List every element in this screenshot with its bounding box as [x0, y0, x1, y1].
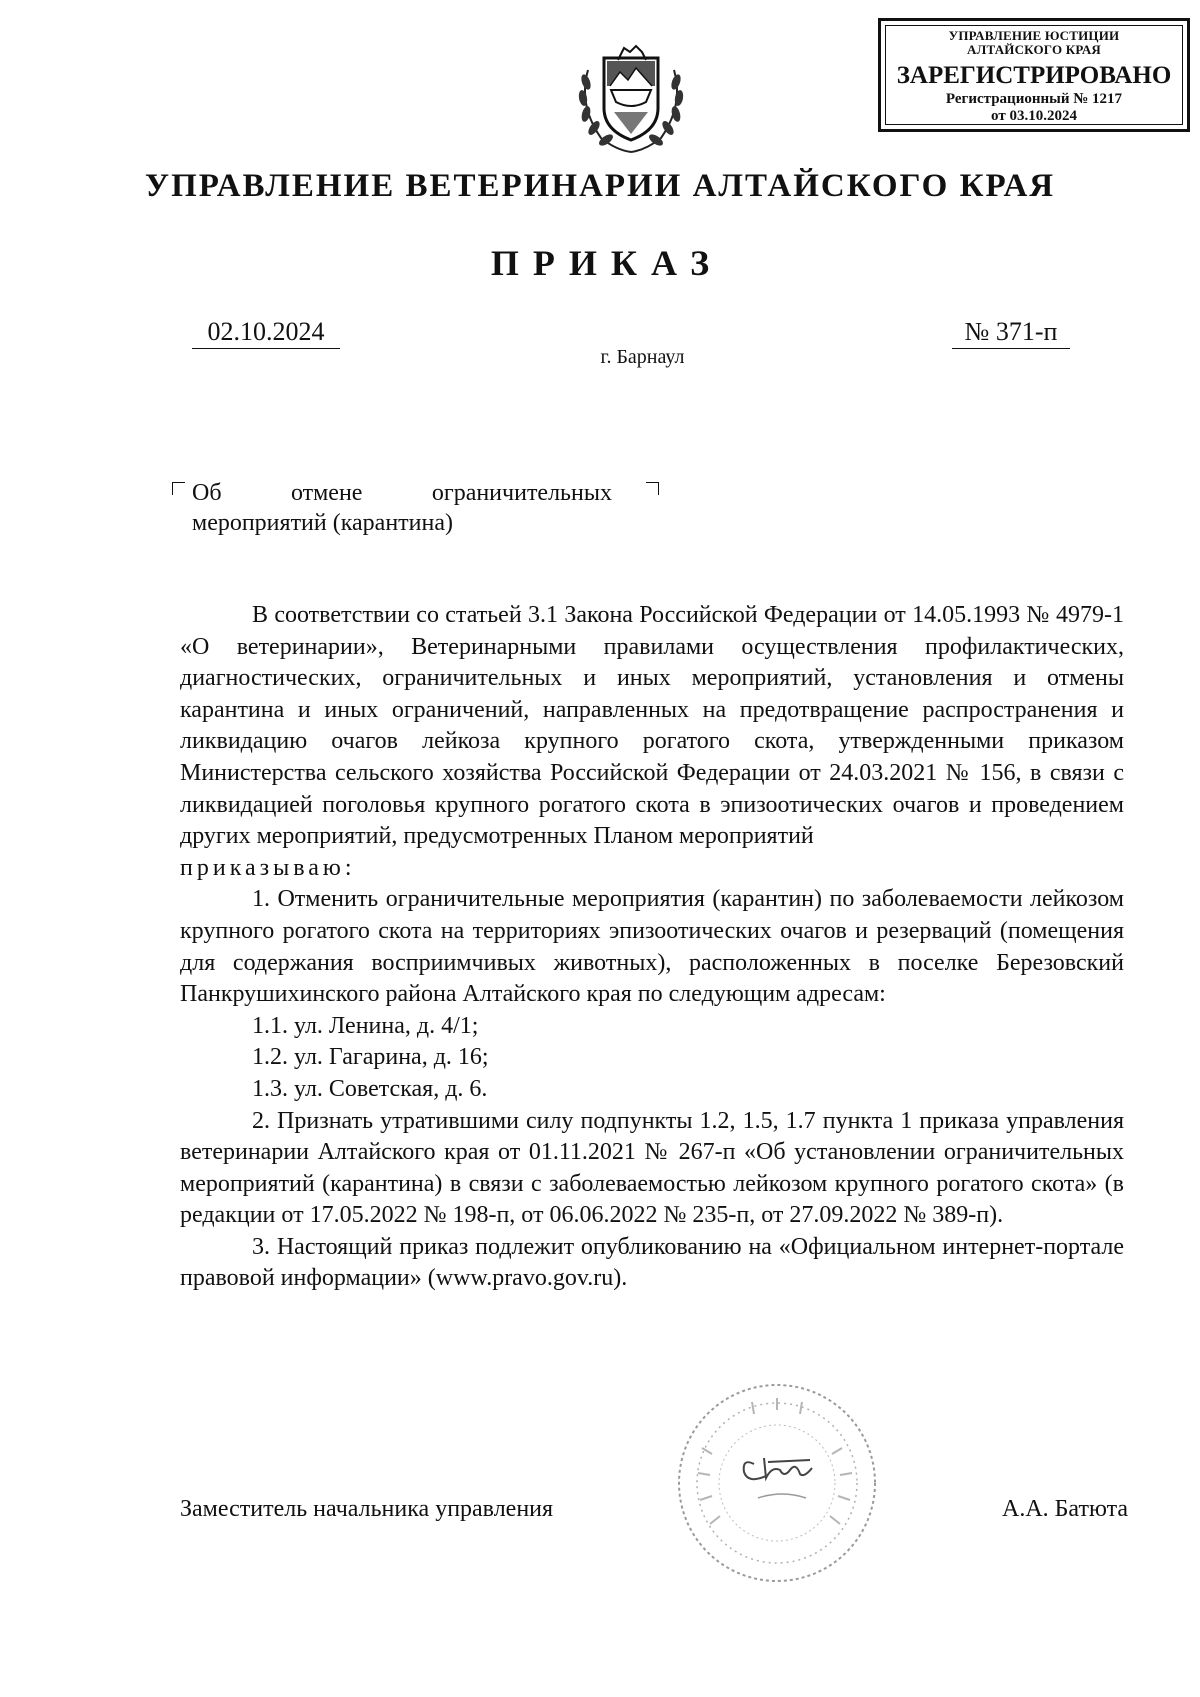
registration-stamp: [878, 18, 1190, 132]
item-1-2: 1.2. ул. Гагарина, д. 16;: [252, 1044, 489, 1071]
subject-word-3: ограничительных: [431, 480, 612, 506]
subject-word-2: отмене: [290, 480, 363, 506]
item-1-1: 1.1. ул. Ленина, д. 4/1;: [252, 1012, 479, 1039]
document-number: № 371-п: [952, 316, 1070, 349]
subject-word-1: Об: [192, 480, 222, 506]
document-type: ПРИКАЗ: [490, 243, 724, 283]
signer-name: А.А. Батюта: [1001, 1496, 1128, 1522]
organization-title: УПРАВЛЕНИЕ ВЕТЕРИНАРИИ АЛТАЙСКОГО КРАЯ: [144, 168, 1056, 204]
subject-line-1: [192, 478, 612, 508]
order-word: приказываю:: [180, 854, 356, 881]
subject-line-2: мероприятий (карантина): [192, 510, 453, 536]
subject-bracket-left: [172, 482, 185, 495]
item-1-3: 1.3. ул. Советская, д. 6.: [252, 1075, 488, 1102]
stamp-reg-date: от 03.10.2024: [991, 108, 1077, 124]
item-2-paragraph: 2. Признать утратившими силу подпункты 1.2, 1.5, 1.7 пункта 1 приказа управления ветеринарии Алтайского края от 01.11.2021 № 267-п «Об установлении ограничительных мероприятий (карантина) в связи с заболеваемостью лейкозом крупного рогатого скота» (в редакции от 17.05.2022 № 198-п, от 06.06.2022 № 235-п, от 27.09.2022 № 389-п).: [180, 1107, 1124, 1229]
altai-krai-coat-of-arms-icon: [566, 30, 696, 160]
document-city: г. Барнаул: [600, 346, 685, 368]
document-body: [180, 600, 1124, 1295]
signer-position: Заместитель начальника управления: [180, 1496, 554, 1522]
subject-bracket-right: [646, 482, 659, 495]
stamp-status: ЗАРЕГИСТРИРОВАНО: [896, 62, 1172, 89]
item-1-paragraph: 1. Отменить ограничительные мероприятия (карантин) по заболеваемости лейкозом крупного рогатого скота на территориях эпизоотических очагов и резерваций (помещения для содержания восприимчивых животных), расположенных в поселке Березовский Панкрушихинского района Алтайского края по следующим адресам:: [180, 886, 1124, 1008]
preamble-paragraph: В соответствии со статьей 3.1 Закона Российской Федерации от 14.05.1993 № 4979-1 «О ветеринарии», Ветеринарными правилами осуществления профилактических, диагностических, ограничительных и иных мероприятий, установления и отмены карантина и иных ограничений, направленных на предотвращение распространения и ликвидацию очагов лейкоза крупного рогатого скота, утвержденными приказом Министерства сельского хозяйства Российской Федерации от 24.03.2021 № 156, в связи с ликвидацией поголовья крупного рогатого скота в эпизоотических очагов и проведением других мероприятий, предусмотренных Планом мероприятий: [180, 602, 1124, 850]
stamp-authority-line1: УПРАВЛЕНИЕ ЮСТИЦИИ: [948, 28, 1120, 43]
document-subject: [192, 478, 612, 538]
official-seal-icon: [672, 1378, 882, 1588]
handwritten-signature-icon: [744, 1458, 812, 1498]
stamp-authority-line2: АЛТАЙСКОГО КРАЯ: [967, 42, 1101, 57]
stamp-reg-number: Регистрационный № 1217: [945, 91, 1123, 107]
item-3-paragraph: 3. Настоящий приказ подлежит опубликованию на «Официальном интернет-портале правовой информации» (www.pravo.gov.ru).: [180, 1233, 1124, 1292]
document-date: 02.10.2024: [192, 316, 340, 349]
